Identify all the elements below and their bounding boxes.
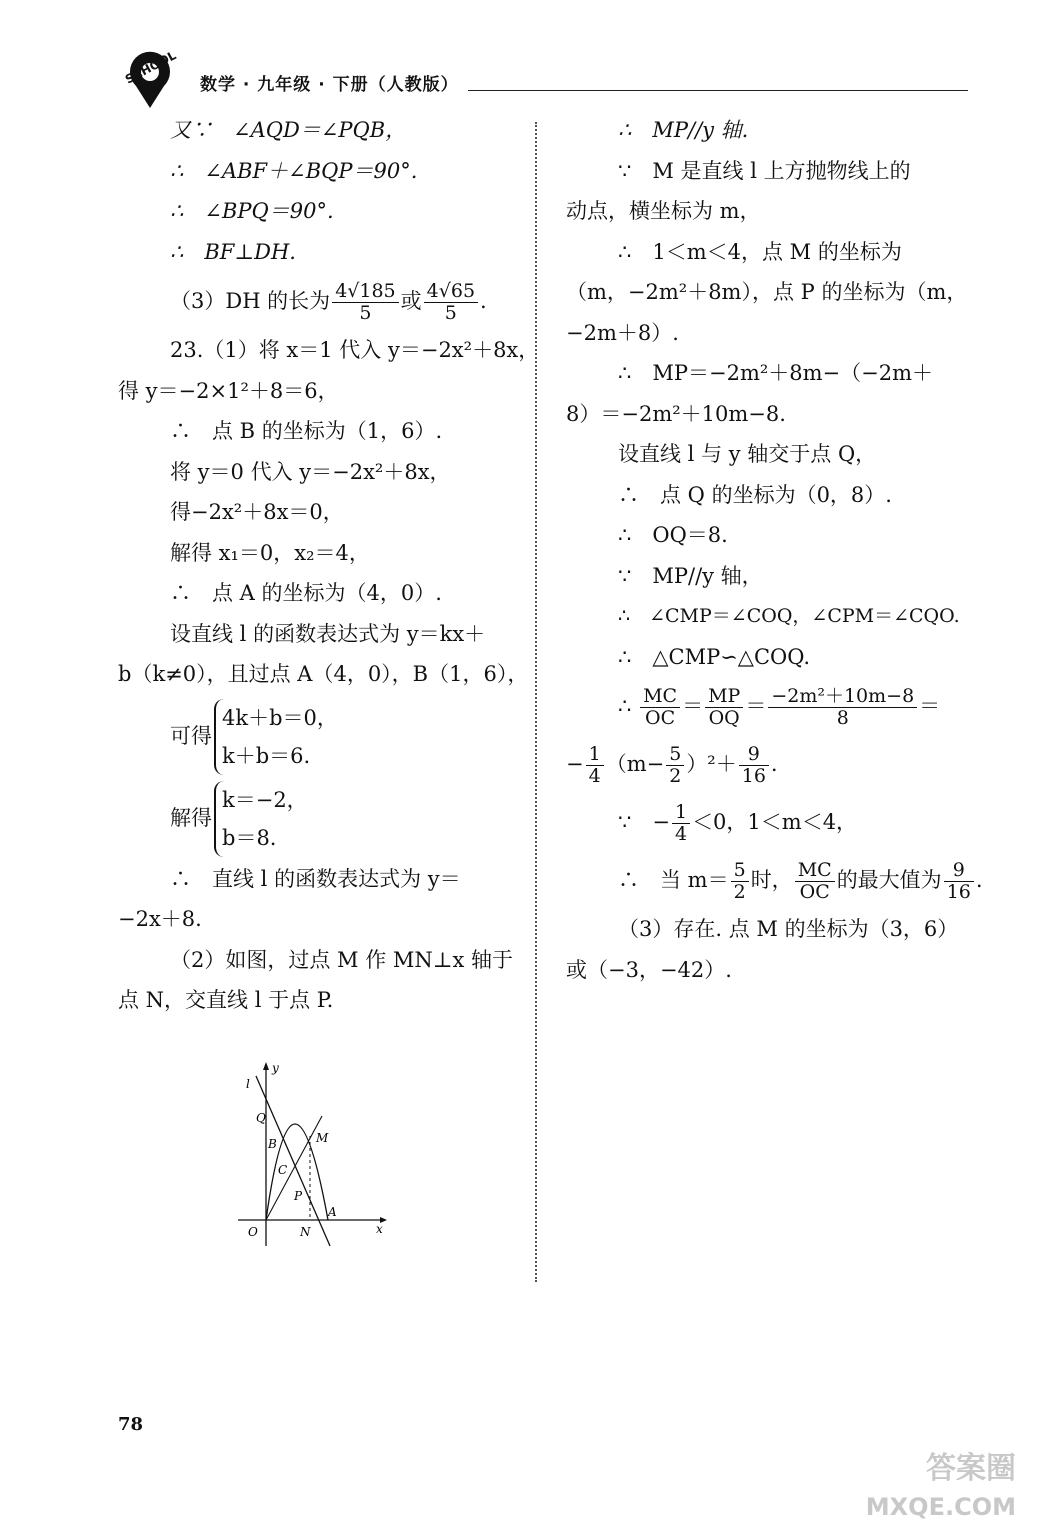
text-line: ∴ 点 A 的坐标为（4，0）. [170, 581, 442, 605]
fraction [731, 860, 749, 903]
text-line: ∴ BF⊥DH. [170, 239, 296, 264]
text: ∵ − [618, 810, 670, 834]
numerator: 5 [666, 744, 684, 766]
watermark [866, 1450, 1016, 1526]
page-header [0, 0, 1040, 110]
fraction [586, 744, 604, 787]
label-q: Q [256, 1111, 266, 1125]
equation: b＝8. [222, 826, 277, 850]
text-line: 解得 x₁＝0，x₂＝4， [170, 540, 370, 565]
text: 的最大值为 [836, 868, 942, 892]
logo-text: SCHOOL [122, 48, 179, 87]
column-divider [535, 122, 537, 1282]
text-line [118, 272, 518, 330]
text: ＝ [745, 694, 767, 718]
text-line: 设直线 l 与 y 轴交于点 Q， [618, 442, 877, 466]
fraction [944, 860, 974, 903]
watermark-line: 答案圈 [926, 1451, 1016, 1486]
fraction [424, 281, 478, 324]
equation: k＝−2， [222, 788, 308, 812]
numerator: 1 [586, 744, 604, 766]
label-l: l [246, 1077, 250, 1091]
brace-system [214, 699, 338, 775]
text-line: 8）＝−2m²＋10m−8. [566, 401, 786, 426]
text-line: （m，−2m²＋8m），点 P 的坐标为（m， [566, 280, 968, 304]
text: 解得 [170, 805, 212, 830]
fraction [705, 686, 743, 729]
text-line: ∴ OQ＝8. [618, 523, 728, 547]
text: . [480, 289, 487, 313]
text: . [770, 752, 778, 776]
brace-system [214, 781, 308, 857]
numerator: 9 [739, 744, 769, 766]
text: 或 [400, 289, 422, 313]
left-column [118, 110, 540, 1021]
label-x: x [376, 1222, 383, 1236]
text-line [566, 793, 976, 851]
text-line: −2m＋8）. [566, 320, 679, 345]
fraction [768, 686, 917, 729]
equation-system [118, 695, 518, 777]
y-arrow [263, 1062, 269, 1070]
fraction [739, 744, 769, 787]
text: 时， [750, 868, 793, 892]
text-line: ∴ 点 B 的坐标为（1，6）. [170, 419, 443, 443]
text-line: ∴ MP//y 轴. [618, 118, 749, 142]
denominator: OQ [708, 707, 740, 729]
text: ＜0，1＜m＜4， [692, 810, 858, 834]
text-line: ∴ ∠ABF＋∠BQP＝90°. [170, 158, 418, 183]
right-column [566, 110, 983, 990]
denominator: 4 [588, 765, 601, 787]
numerator: 4√185 [332, 281, 398, 303]
denominator: 16 [946, 881, 971, 903]
denominator: 2 [733, 881, 746, 903]
fraction [332, 281, 398, 324]
label-y: y [272, 1061, 279, 1075]
header-rule [468, 90, 968, 91]
text-line [566, 677, 976, 735]
text-line: −2x＋8. [118, 907, 202, 931]
text-line: 得−2x²＋8x＝0， [170, 500, 344, 524]
text-line: 又∵ ∠AQD＝∠PQB， [170, 118, 407, 142]
text: ∴ 当 m＝ [618, 868, 729, 892]
denominator: 5 [444, 302, 457, 324]
text-line: ∴ 直线 l 的函数表达式为 y＝ [170, 866, 461, 891]
text-line: （3）存在. 点 M 的坐标为（3，6） [618, 917, 959, 941]
text: （m− [605, 752, 665, 776]
text-line: ∴ MP＝−2m²＋8m−（−2m＋ [618, 361, 934, 385]
fraction [666, 744, 684, 787]
text-line: 或（−3，−42）. [566, 957, 732, 982]
fraction [640, 686, 680, 729]
text-line: ∴ △CMP∽△COQ. [618, 644, 811, 669]
label-c: C [278, 1163, 288, 1177]
text-line: ∴ 1＜m＜4，点 M 的坐标为 [618, 239, 902, 264]
denominator: 2 [669, 765, 682, 787]
text: （3）DH 的长为 [170, 289, 331, 313]
text-line: b（k≠0），且过点 A（4，0），B（1，6）， [118, 662, 529, 686]
text-line: 得 y＝−2×1²＋8＝6， [118, 378, 339, 403]
text-line: （2）如图，过点 M 作 MN⊥x 轴于 [170, 947, 514, 972]
label-n: N [300, 1225, 311, 1239]
label-m: M [316, 1131, 329, 1145]
fraction [672, 802, 690, 845]
fraction [795, 860, 835, 903]
numerator: 4√65 [424, 281, 478, 303]
denominator: 4 [674, 823, 688, 845]
text: ＝ [682, 694, 704, 718]
denominator: OC [799, 881, 830, 903]
text-line [566, 735, 976, 793]
text-line: ∴ ∠CMP＝∠COQ，∠CPM＝∠CQO. [618, 605, 960, 627]
numerator: MC [795, 860, 835, 882]
text-line [566, 851, 983, 909]
equation: k＋b＝6. [222, 744, 311, 768]
equation-system [118, 777, 518, 859]
text-line: 23.（1）将 x＝1 代入 y＝−2x²＋8x， [170, 338, 540, 362]
text-line: 点 N，交直线 l 于点 P. [118, 988, 334, 1012]
text-line: 设直线 l 的函数表达式为 y＝kx＋ [170, 621, 486, 646]
numerator: −2m²＋10m−8 [768, 686, 917, 708]
label-o: O [248, 1225, 258, 1239]
text: 可得 [170, 723, 212, 748]
numerator: 9 [944, 860, 974, 882]
watermark-line: MXQE.COM [865, 1493, 1016, 1521]
numerator: MC [640, 686, 680, 708]
text-line: 将 y＝0 代入 y＝−2x²＋8x， [170, 459, 451, 484]
denominator: 8 [836, 707, 849, 729]
text-line: ∵ MP//y 轴， [618, 563, 763, 588]
school-logo [118, 42, 188, 116]
text-line: 动点，横坐标为 m， [566, 199, 761, 223]
label-p: P [294, 1189, 303, 1203]
text-line: ∵ M 是直线 l 上方抛物线上的 [618, 158, 911, 183]
text: − [566, 752, 584, 776]
numerator: 5 [731, 860, 749, 882]
parabola-figure [238, 1058, 388, 1248]
text: ＝ [919, 694, 941, 718]
text: ）²＋ [686, 752, 737, 776]
denominator: 16 [741, 765, 766, 787]
header-title: 数学 · 九年级 · 下册（人教版） [200, 75, 459, 95]
text-line: ∴ 点 Q 的坐标为（0，8）. [618, 482, 892, 507]
text: ∴ [618, 694, 632, 718]
label-a: A [328, 1205, 337, 1219]
label-b: B [268, 1137, 277, 1151]
denominator: 5 [359, 302, 372, 324]
numerator: MP [705, 686, 743, 708]
text-line: ∴ ∠BPQ＝90°. [170, 199, 334, 223]
page-number: 78 [118, 1414, 144, 1435]
equation: 4k＋b＝0， [222, 706, 338, 730]
text: . [975, 868, 983, 892]
denominator: OC [645, 707, 676, 729]
numerator: 1 [672, 802, 690, 824]
